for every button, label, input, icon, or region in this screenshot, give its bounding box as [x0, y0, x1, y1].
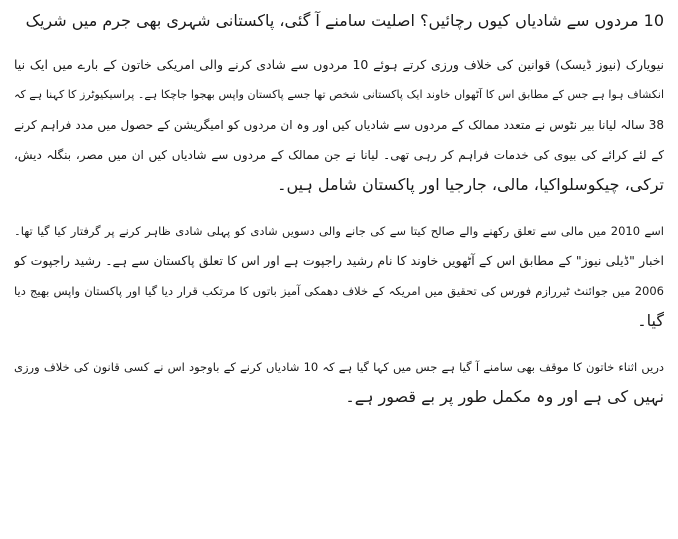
- paragraph-line: نیویارک (نیوز ڈیسک) قوانین کی خلاف ورزی کرتے ہوئے 10 مردوں سے شادی کرنے والی امریکی خاتون کے بارے میں ایک نیا: [14, 57, 664, 72]
- article-headline: 10 مردوں سے شادیاں کیوں رچائیں؟ اصلیت سامنے آ گئی، پاکستانی شہری بھی جرم میں شریک: [25, 11, 664, 30]
- paragraph-line: 2006 میں جوائنٹ ٹیررازم فورس کی تحقیق میں امریکہ کے خلاف دھمکی آمیز باتوں کا مرتکب قرار دیا گیا اور پاکستان واپس بھیج دیا: [14, 284, 664, 298]
- paragraph-line: اخبار "ڈیلی نیوز" کے مطابق اس کے آٹھویں خاوند کا نام رشید راجپوت ہے اور اس کا تعلق پاکستان سے ہے۔ رشید راجپوت کو: [14, 253, 664, 268]
- paragraph-line: گیا۔: [637, 311, 664, 330]
- paragraph-line: 38 سالہ لیانا بیر نٹوس نے متعدد ممالک کے مردوں سے شادیاں کیں اور وہ ان مردوں کو امیگریشن کے حصول میں مدد فراہم کرنے: [14, 118, 664, 132]
- paragraph-line: دریں اثناء خاتون کا موقف بھی سامنے آ گیا ہے جس میں کہا گیا ہے کہ 10 شادیاں کرنے کے باوجود اس نے کسی قانون کی خلاف ورزی: [14, 360, 664, 374]
- article-paragraph-2: [14, 216, 664, 336]
- article-paragraph-3: [14, 352, 664, 412]
- paragraph-line: انکشاف ہوا ہے جس کے مطابق اس کا آٹھواں خاوند ایک پاکستانی شخص تھا جسے پاکستان واپس بھجوا جاچکا ہے۔ پراسیکیوٹرز کا کہنا ہے کہ: [14, 88, 664, 101]
- paragraph-line: کے لئے کرائے کی بیوی کی خدمات فراہم کر رہی تھی۔ لیانا نے جن ممالک کے مردوں سے شادیاں کیں ان میں مصر، بنگلہ دیش،: [14, 148, 664, 162]
- paragraph-line: اسے 2010 میں مالی سے تعلق رکھنے والے صالح کیتا سے کی جانے والی دسویں شادی کو پہلی شادی ظاہر کرنے پر گرفتار کیا گیا تھا۔: [14, 224, 664, 238]
- paragraph-line: نہیں کی ہے اور وہ مکمل طور پر بے قصور ہے۔: [345, 387, 664, 406]
- paragraph-line: ترکی، چیکوسلواکیا، مالی، جارجیا اور پاکستان شامل ہیں۔: [277, 175, 664, 194]
- article-paragraph-1: [14, 50, 664, 200]
